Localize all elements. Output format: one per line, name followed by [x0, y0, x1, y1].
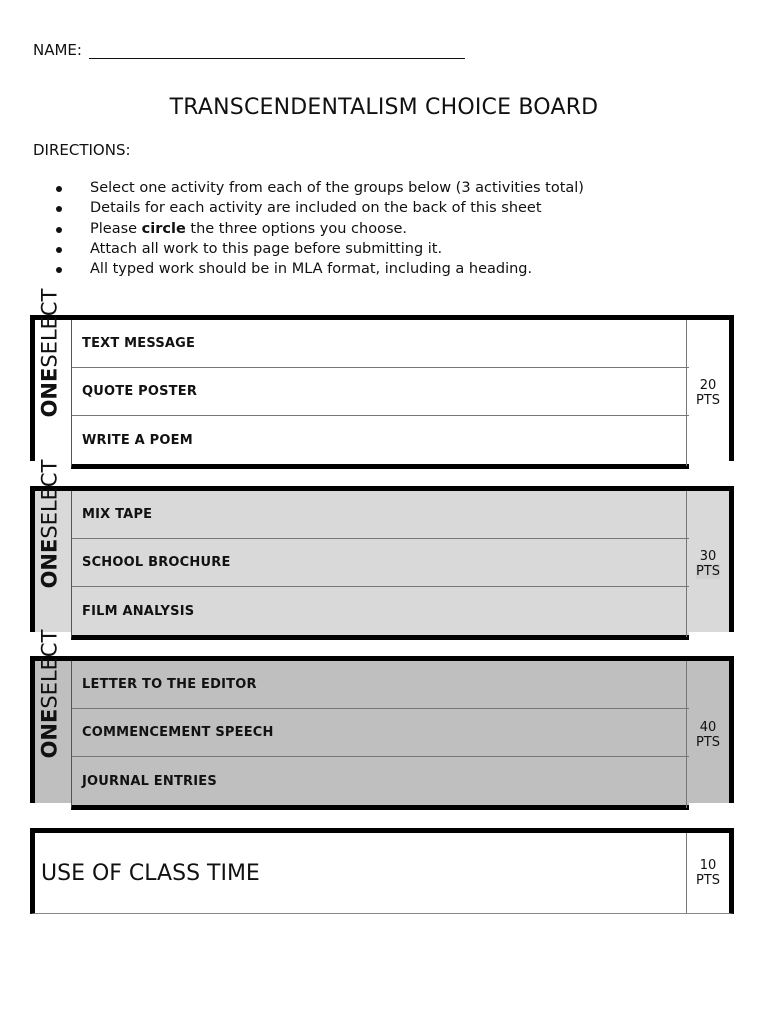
select-one-label: ONESELECT	[37, 288, 61, 418]
activity-list	[71, 491, 689, 640]
directions-item: Please circle the three options you choose.	[52, 219, 584, 239]
directions-item: Details for each activity are included on the back of this sheet	[52, 198, 584, 218]
class-time-label: USE OF CLASS TIME	[41, 860, 260, 886]
activity-option[interactable]: MIX TAPE	[72, 491, 689, 539]
points-unit: PTS	[695, 564, 721, 579]
points-cell	[686, 661, 729, 808]
activity-group-20pts	[30, 288, 734, 461]
activity-list	[71, 320, 689, 469]
name-field-line[interactable]	[89, 58, 465, 59]
directions-item: Attach all work to this page before submitting it.	[52, 239, 584, 259]
points-value: 30	[699, 549, 717, 564]
points-value: 10	[699, 858, 717, 873]
points-unit: PTS	[695, 873, 721, 888]
name-label: NAME:	[33, 41, 82, 59]
activity-group-30pts	[30, 459, 734, 632]
activity-option[interactable]: LETTER TO THE EDITOR	[72, 661, 689, 709]
directions-item: All typed work should be in MLA format, including a heading.	[52, 259, 584, 279]
bullet-icon	[56, 247, 62, 253]
directions-list	[52, 178, 584, 279]
select-one-label: ONESELECT	[37, 459, 61, 589]
activity-option[interactable]: COMMENCEMENT SPEECH	[72, 709, 689, 757]
directions-label: DIRECTIONS:	[33, 141, 131, 159]
activity-option[interactable]: QUOTE POSTER	[72, 368, 689, 416]
activity-list	[71, 661, 689, 810]
activity-group-40pts	[30, 629, 734, 803]
activity-option[interactable]: WRITE A POEM	[82, 432, 193, 448]
select-one-label: ONESELECT	[37, 629, 61, 759]
activity-option[interactable]: FILM ANALYSIS	[82, 603, 195, 619]
activity-option[interactable]: JOURNAL ENTRIES	[82, 773, 217, 789]
activity-option[interactable]: TEXT MESSAGE	[72, 320, 689, 368]
points-cell	[686, 491, 729, 637]
points-value: 20	[699, 378, 717, 393]
activity-option[interactable]: SCHOOL BROCHURE	[72, 539, 689, 587]
points-unit: PTS	[695, 734, 721, 750]
points-cell	[686, 320, 729, 466]
points-cell	[686, 833, 729, 913]
points-value: 40	[699, 719, 717, 735]
points-unit: PTS	[695, 393, 721, 408]
bullet-icon	[56, 227, 62, 233]
directions-item: Select one activity from each of the groups below (3 activities total)	[52, 178, 584, 198]
bullet-icon	[56, 206, 62, 212]
bullet-icon	[56, 267, 62, 273]
bullet-icon	[56, 186, 62, 192]
page-title: TRANSCENDENTALISM CHOICE BOARD	[169, 95, 599, 120]
class-time-row	[30, 828, 734, 914]
